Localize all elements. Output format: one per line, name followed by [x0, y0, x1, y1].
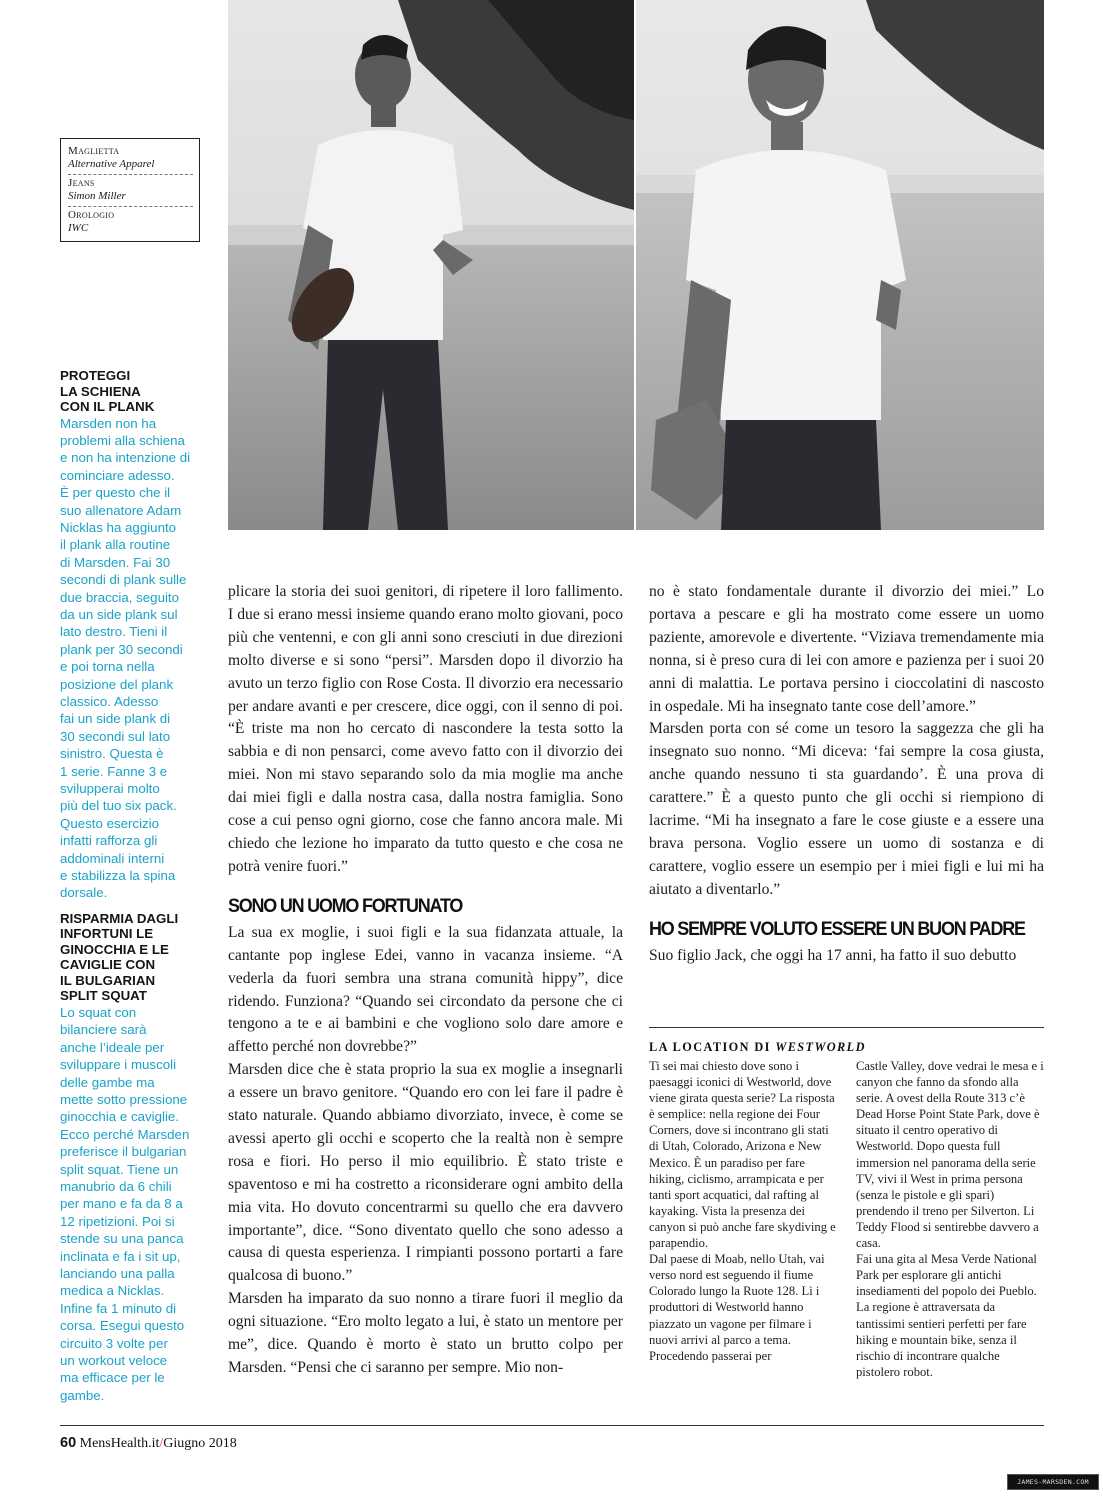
location-column-right	[856, 1058, 1044, 1380]
article-paragraph: Marsden ha imparato da suo nonno a tirare fuori il meglio da ogni situazione. “Ero molto legato a lui, è stato un mentore per me”, dice. Quando è morto è stato un brutto colpo per Marsden. “Pensi che ci saranno per sempre. Mio non-	[228, 1290, 623, 1376]
photo-left	[228, 0, 634, 530]
location-paragraph: Castle Valley, dove vedrai le mesa e i canyon che fanno da sfondo alla serie. A ovest della Route 313 c’è Dead Horse Point State Park, dove è situato il centro operativo di Westworld. Dopo questa full immersion nel panorama della serie TV, vivi il West in prima persona (senza le pistole e gli spari) prendendo il treno per Silverton. Li Teddy Flood si sentirebbe davvero a casa.	[856, 1059, 1044, 1251]
credit-label: Orologio	[68, 209, 115, 221]
westworld-location-box	[649, 1027, 1044, 1380]
location-paragraph: Ti sei mai chiesto dove sono i paesaggi iconici di Westworld, dove viene girata questa serie? La risposta è semplice: nella regione dei Four Corners, dove si incontrano gli stati di Utah, Colorado, Arizona e New Mexico. È un paradiso per fare hiking, ciclismo, arrampicata e per tanti sport acquatici, dal rafting al kayaking. Vista la presenza dei canyon si può anche fare skydiving e parapendio.	[649, 1059, 836, 1251]
footer-slash: /	[159, 1436, 164, 1451]
page-number: 60	[60, 1435, 77, 1451]
section-subhead: SONO UN UOMO FORTUNATO	[228, 894, 463, 917]
site-watermark: JAMES-MARSDEN.COM	[1007, 1474, 1099, 1490]
credit-watch	[68, 206, 193, 238]
article-column-2	[649, 581, 1044, 968]
article-paragraph: La sua ex moglie, i suoi figli e la sua fidanzata attuale, la cantante pop inglese Edei, vanno in vacanza insieme. “A vederla da fuori sembra una strana comunità hippy”, dice ridendo. Funziona? “Quando sei circondato da persone che ci tengono a te e ai bambini e che vogliono solo dare amore e affetto perché non dovrebbe?”	[228, 923, 623, 1056]
photo-man-holding-football	[228, 0, 634, 530]
sidebar-tips	[60, 368, 206, 1413]
location-title	[649, 1040, 1044, 1055]
article-paragraph: Marsden dice che è stata proprio la sua ex moglie a insegnarli a essere un bravo genitore. “Quando ero con lei fare il padre è stato naturale. Quando abbiamo divorziato, invece, è come se avessi aperto gli occhi e scoperto che la realtà non è sempre rosa e fiori. Ho perso il mio equilibrio. È stato triste e spaventoso e mi ha costretto a riconsiderare ogni ambito della mia vita. Ho dovuto concentrarmi su quello che era davvero importante”, dice. “Sono diventato quello che sono adesso a causa di questa esperienza. I rimpianti possono portarti a fare qualcosa di buono.”	[228, 1061, 623, 1285]
credit-shirt	[68, 143, 193, 174]
credit-value: IWC	[68, 222, 89, 234]
credit-label: Jeans	[68, 177, 95, 189]
clothing-credits-box	[60, 138, 200, 242]
article-paragraph: Marsden porta con sé come un tesoro la saggezza che gli ha insegnato suo nonno. “Mi diceva: ‘fai sempre la cosa giusta, anche quando nessuno ti sta guardando’. È una prova di carattere.” È a questo punto che gli occhi si riempiono di lacrime. “Mi ha insegnato a fare le cose giuste e a essere una brava persona. Voglio essere un uomo di sostanza e di carattere, voglio essere un esempio per i miei figli e lui mi ha aiutato a diventarlo.”	[649, 720, 1044, 898]
location-title-show: WESTWORLD	[775, 1040, 866, 1054]
credit-value: Simon Miller	[68, 190, 126, 202]
tip-body: Marsden non ha problemi alla schiena e non ha intenzione di cominciare adesso. È per questo che il suo allenatore Adam Nicklas ha aggiunto il plank alla routine di Marsden. Fai 30 secondi di plank sulle due braccia, seguito da un side plank sul lato destro. Tieni il plank per 30 secondi e poi torna nella posizione del plank classico. Adesso fai un side plank di 30 secondi sul lato sinistro. Questa è 1 serie. Fanne 3 e svilupperai molto più del tuo six pack. Questo esercizio infatti rafforza gli addominali interni e stabilizza la spina dorsale.	[60, 415, 191, 901]
credit-value: Alternative Apparel	[68, 158, 155, 170]
page-footer	[60, 1435, 237, 1452]
article-paragraph: Suo figlio Jack, che oggi ha 17 anni, ha fatto il suo debutto	[649, 946, 1017, 964]
article-paragraph: plicare la storia dei suoi genitori, di ripetere il loro fallimento. I due si erano messi insieme quando erano molto giovani, poco più che ventenni, e con gli anni sono cresciuti in due direzioni molto diverse e si sono “persi”. Marsden dopo il divorzio ha avuto un terzo figlio con Rose Costa. Il divorzio era necessario per andare avanti e per crescere, dice oggi, con il senno di poi. “È triste ma non ho cercato di nascondere la testa sotto la sabbia e di non pensarci, come avevo fatto con il divorzio dei miei. Non mi stavo separando solo da mia moglie ma anche dai miei figli e dalla nostra casa, dalla nostra famiglia. Sono cose a cui penso ogni giorno, cose che fanno ancora male. Mi chiedo che lezione ho imparato da tutto questo e che cosa ne potrà venire fuori.”	[228, 583, 623, 875]
credit-jeans	[68, 174, 193, 206]
credit-label: Maglietta	[68, 145, 120, 157]
tip-title: PROTEGGI LA SCHIENA CON IL PLANK	[60, 368, 155, 414]
article-column-1	[228, 581, 623, 1380]
tip-body: Lo squat con bilanciere sarà anche l’ideale per sviluppare i muscoli delle gambe ma mette sotto pressione ginocchia e caviglie. Ecco perché Marsden preferisce il bulgarian split squat. Tiene un manubrio da 6 chili per mano e fa da 8 a 12 ripetizioni. Poi si stende su una panca inclinata e fa i sit up, lanciando una palla medica a Nicklas. Infine fa 1 minuto di corsa. Esegui questo circuito 3 volte per un workout veloce ma efficace per le gambe.	[60, 1004, 190, 1403]
photo-man-laughing-throwing	[636, 0, 1044, 530]
section-subhead: HO SEMPRE VOLUTO ESSERE UN BUON PADRE	[649, 917, 1025, 940]
footer-issue: Giugno 2018	[163, 1436, 237, 1451]
tip-title: RISPARMIA DAGLI INFORTUNI LE GINOCCHIA E LE CAVIGLIE CON IL BULGARIAN SPLIT SQUAT	[60, 910, 179, 1004]
location-paragraph: Fai una gita al Mesa Verde National Park per esplorare gli antichi insediamenti del popolo dei Pueblo. La regione è attraversata da tantissimi sentieri perfetti per fare hiking e mountain bike, senza il rischio di incontrare qualche pistolero robot.	[856, 1252, 1037, 1379]
footer-site: MensHealth.it	[79, 1436, 160, 1451]
photo-right	[636, 0, 1044, 530]
article-paragraph: no è stato fondamentale durante il divorzio dei miei.” Lo portava a pescare e gli ha mostrato come essere un uomo paziente, amorevole e divertente. “Viziava tremendamente mia nonna, si è preso cura di lei con amore e pazienza per i suoi 20 anni di malattia. Le portava persino i cioccolatini di nascosto in ospedale. Mi ha insegnato tante cose dell’amore.”	[649, 583, 1044, 715]
location-columns	[649, 1058, 1044, 1380]
location-column-left	[649, 1058, 837, 1380]
footer-rule	[60, 1425, 1044, 1426]
location-paragraph: Dal paese di Moab, nello Utah, vai verso nord est seguendo il fiume Colorado lungo la Ruote 128. Lì i produttori di Westworld hanno piazzato un vagone per filmare i nuovi arrivi al parco a tema. Procedendo passerai per	[649, 1252, 825, 1363]
location-title-prefix: LA LOCATION DI	[649, 1040, 771, 1054]
